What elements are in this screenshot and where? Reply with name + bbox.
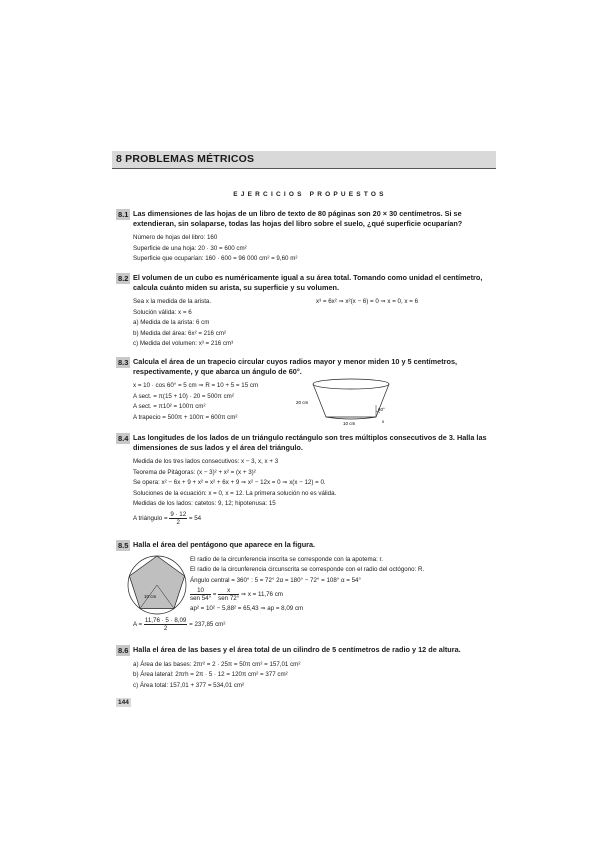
- fraction: [190, 587, 211, 602]
- exercise-statement: Halla el área del pentágono que aparece en la figura.: [133, 540, 316, 549]
- solution-line: Número de hojas del libro: 160: [133, 234, 218, 241]
- exercise-statement: El volumen de un cubo es numéricamente igual a su área total. Tomando como unidad el centímetro, calcula cuánto miden su arista, su superficie y su volumen.: [133, 273, 483, 292]
- solution-line: a) Área de las bases: 2πr² = 2 · 25π = 50π cm² = 157,01 cm²: [133, 660, 301, 668]
- exercise-number: 8.2: [118, 274, 129, 283]
- exercise-number: 8.1: [118, 210, 129, 219]
- page-number: 144: [118, 699, 129, 706]
- exercise-8-1: [116, 209, 506, 265]
- exercise-number: 8.6: [118, 646, 129, 655]
- pentagon-diagram: [126, 554, 188, 616]
- exercise-solution: [190, 555, 506, 615]
- solution-line: c) Medida del volumen: x³ = 216 cm³: [133, 340, 234, 348]
- solution-line: A sect. = π(15 + 10) · 20 = 500π cm²: [133, 392, 234, 400]
- solution-line: b) Medida del área: 6x² = 216 cm²: [133, 329, 227, 337]
- solution-line: Solución válida: x = 6: [133, 308, 192, 316]
- chapter-title: 8 PROBLEMAS MÉTRICOS: [116, 153, 255, 165]
- label-x: x: [382, 419, 385, 424]
- solution-line: b) Área lateral: 2πrh = 2π · 5 · 12 = 120π cm² = 377 cm²: [133, 671, 288, 679]
- solution-line: ap² = 10² − 5,88² = 65,43 ⇒ ap = 8,09 cm: [190, 605, 304, 613]
- solution-line: Sea x la medida de la arista.: [133, 298, 212, 305]
- solution-line: A trapecio = 500π + 100π = 600π cm²: [133, 413, 238, 421]
- equation-right: x³ = 6x² ⇒ x²(x − 6) = 0 ⇒ x = 0, x = 6: [316, 298, 419, 305]
- proportion-equation: $\frac{10}{\text{sen 54°}}$ = $\frac{x}{\text{sen 72°}}$ ⇒ x = 11,76 cm: [190, 587, 283, 603]
- solution-line: Se opera: x² − 6x + 9 + x² = x² + 6x + 9 ⇒ x² − 12x = 0 ⇒ x(x − 12) = 0.: [133, 479, 326, 487]
- fraction-denominator: 2: [176, 518, 180, 526]
- solution-line: a) Medida de la arista: 6 cm: [133, 319, 210, 327]
- label-20cm: 20 cm: [296, 400, 309, 405]
- solution-line: El radio de la circunferencia inscrita se corresponde con la apotema: r.: [190, 555, 383, 563]
- solution-line: Medidas de los lados: catetos: 9, 12; hipotenusa: 15: [133, 500, 276, 508]
- exercise-8-3: [116, 357, 506, 426]
- exercise-solution: [133, 233, 506, 265]
- solution-line: Medida de los tres lados consecutivos: x − 3, x, x + 3: [133, 458, 279, 465]
- fraction-numerator: x: [218, 587, 239, 595]
- exercise-8-2: [116, 273, 506, 350]
- exercise-number: 8.4: [118, 434, 129, 443]
- area-fraction: [169, 511, 187, 526]
- area-result: = 237,85 cm²: [189, 621, 226, 629]
- exercise-number: 8.5: [118, 541, 129, 550]
- exercise-number: 8.3: [118, 358, 129, 367]
- exercise-solution: [133, 660, 506, 692]
- equation-tail: ⇒ x = 11,76 cm: [240, 591, 283, 599]
- fraction: [218, 587, 239, 602]
- solution-line: Superficie que ocuparían: 160 · 600 = 96 000 cm² = 9,60 m²: [133, 255, 298, 263]
- exercise-statement: Calcula el área de un trapecio circular cuyos radios mayor y menor miden 10 y 5 centímetros, respectivamente, y que abarca un ángulo de 60°.: [133, 357, 458, 376]
- exercise-statement: Las dimensiones de las hojas de un libro de texto de 80 páginas son 20 × 30 centímetros. Si se extendieran, sin solaparse, todas las hojas del libro sobre el suelo, ¿qué superficie ocuparían?: [133, 209, 463, 228]
- fraction-denominator: 2: [163, 624, 168, 632]
- solution-line: Ángulo central = 360° : 5 = 72° 2α = 180° − 72° = 108° α = 54°: [190, 576, 361, 584]
- fraction-denominator: sen 54°: [190, 595, 212, 603]
- solution-line: El radio de la circunferencia circunscrita se corresponde con el radio del octógono: R.: [190, 566, 425, 574]
- area-formula: [133, 617, 506, 632]
- fraction-numerator: 9 · 12: [170, 510, 187, 518]
- solution-line: A sect. = π10² = 100π cm²: [133, 403, 206, 411]
- exercise-solution: [133, 297, 506, 350]
- label-10cm: 10 cm: [343, 421, 356, 426]
- fraction-numerator: 10: [190, 587, 211, 595]
- label-angle: 60°: [378, 407, 385, 412]
- exercise-8-6: [116, 645, 506, 691]
- solution-line: Soluciones de la ecuación: x = 0, x = 12. La primera solución no es válida.: [133, 489, 337, 497]
- solution-line: Teorema de Pitágoras: (x − 3)² + x² = (x + 3)²: [133, 468, 256, 476]
- area-fraction: [144, 617, 188, 632]
- fraction-denominator: sen 72°: [218, 595, 240, 603]
- exercise-solution: [133, 457, 506, 526]
- fraction-numerator: 11,76 · 5 · 8,09: [144, 616, 187, 624]
- solution-line: Superficie de una hoja: 20 · 30 = 600 cm²: [133, 244, 247, 252]
- exercise-statement: Las longitudes de los lados de un triángulo rectángulo son tres múltiplos consecutivos de 3. Halla las dimensiones de sus lados y el área del triángulo.: [133, 433, 487, 452]
- section-heading: EJERCICIOS PROPUESTOS: [233, 191, 387, 198]
- trapezoid-diagram: [296, 377, 406, 427]
- area-prefix: A =: [133, 621, 143, 629]
- solution-line: c) Área total: 157,01 + 377 = 534,01 cm²: [133, 681, 245, 689]
- exercise-8-5: [116, 540, 506, 632]
- area-result: = 54: [188, 515, 202, 523]
- exercise-statement: Halla el área de las bases y el área total de un cilindro de 5 centímetros de radio y 12 de altura.: [133, 645, 461, 654]
- area-label: A triángulo =: [133, 515, 168, 523]
- area-formula: [133, 511, 506, 526]
- label-10cm: 10 cm: [144, 594, 157, 599]
- solution-line: x = 10 · cos 60° = 5 cm ⇒ R = 10 + 5 = 15 cm: [133, 382, 259, 389]
- exercise-8-4: [116, 433, 506, 526]
